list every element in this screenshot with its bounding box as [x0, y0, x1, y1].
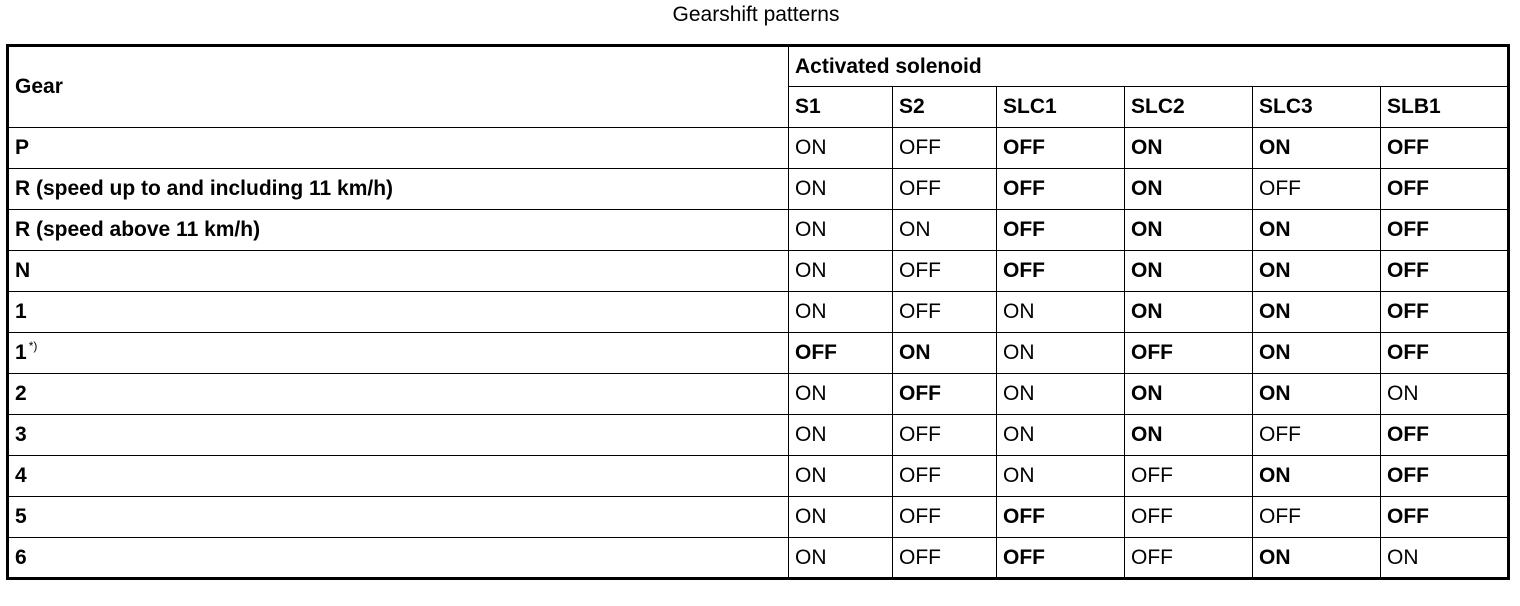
solenoid-state-cell: OFF [1253, 415, 1381, 456]
solenoid-state-cell: ON [789, 456, 893, 497]
solenoid-state-cell: ON [1125, 210, 1253, 251]
solenoid-state-cell: OFF [1125, 538, 1253, 579]
solenoid-state-cell: OFF [1381, 415, 1509, 456]
solenoid-state-cell: ON [1253, 456, 1381, 497]
gear-label: 6 [15, 545, 27, 569]
table-row [8, 497, 1509, 538]
solenoid-state-cell: ON [789, 497, 893, 538]
solenoid-state-cell: OFF [789, 333, 893, 374]
solenoid-state-cell: OFF [893, 374, 997, 415]
solenoid-state-cell: ON [997, 456, 1125, 497]
solenoid-state-cell: ON [1125, 128, 1253, 169]
solenoid-state-cell: ON [1125, 169, 1253, 210]
solenoid-state-cell: OFF [1381, 333, 1509, 374]
solenoid-state-cell: ON [1253, 210, 1381, 251]
table-row [8, 456, 1509, 497]
gear-label: 5 [15, 505, 27, 528]
gear-cell [8, 538, 789, 579]
solenoid-state-cell: OFF [893, 292, 997, 333]
gear-label: 1 [15, 341, 27, 364]
table-body [8, 128, 1509, 579]
solenoid-state-cell: OFF [997, 251, 1125, 292]
table-row [8, 538, 1509, 579]
solenoid-state-cell: ON [997, 374, 1125, 415]
solenoid-state-cell: ON [789, 251, 893, 292]
solenoid-state-cell: ON [1253, 374, 1381, 415]
solenoid-state-cell: ON [789, 538, 893, 579]
table-header [8, 46, 1509, 128]
solenoid-state-cell: OFF [1381, 251, 1509, 292]
gearshift-table [6, 44, 1510, 580]
solenoid-state-cell: OFF [1253, 169, 1381, 210]
solenoid-state-cell: OFF [893, 128, 997, 169]
table-row [8, 415, 1509, 456]
gear-cell [8, 497, 789, 538]
solenoid-state-cell: ON [1125, 251, 1253, 292]
column-header-s1: S1 [789, 87, 893, 128]
solenoid-state-cell: ON [789, 374, 893, 415]
solenoid-state-cell: ON [789, 128, 893, 169]
solenoid-state-cell: OFF [1381, 497, 1509, 538]
gear-cell [8, 415, 789, 456]
column-header-slc2: SLC2 [1125, 87, 1253, 128]
column-header-slc3: SLC3 [1253, 87, 1381, 128]
solenoid-state-cell: OFF [893, 497, 997, 538]
solenoid-state-cell: ON [997, 292, 1125, 333]
solenoid-state-cell: ON [1253, 538, 1381, 579]
gear-label: N [15, 259, 31, 282]
solenoid-state-cell: OFF [1381, 128, 1509, 169]
solenoid-state-cell: ON [1381, 374, 1509, 415]
footnote-marker: *) [28, 339, 38, 353]
solenoid-state-cell: OFF [1381, 169, 1509, 210]
solenoid-state-cell: OFF [893, 415, 997, 456]
solenoid-state-cell: OFF [997, 210, 1125, 251]
table-row [8, 333, 1509, 374]
solenoid-state-cell: OFF [1125, 497, 1253, 538]
solenoid-state-cell: ON [789, 169, 893, 210]
solenoid-state-cell: ON [1125, 374, 1253, 415]
gear-cell [8, 128, 789, 169]
gear-cell [8, 169, 789, 210]
table-row [8, 292, 1509, 333]
column-header-s2: S2 [893, 87, 997, 128]
solenoid-state-cell: OFF [1125, 456, 1253, 497]
table-row [8, 251, 1509, 292]
gear-label: P [15, 136, 30, 159]
gear-label: R (speed up to and including 11 km/h) [15, 177, 394, 200]
gear-cell [8, 210, 789, 251]
solenoid-state-cell: ON [1253, 251, 1381, 292]
solenoid-state-cell: ON [789, 415, 893, 456]
solenoid-state-cell: ON [1125, 415, 1253, 456]
gear-cell [8, 374, 789, 415]
solenoid-state-cell: ON [789, 210, 893, 251]
table-row [8, 374, 1509, 415]
solenoid-state-cell: OFF [997, 128, 1125, 169]
solenoid-state-cell: ON [997, 333, 1125, 374]
column-header-slc1: SLC1 [997, 87, 1125, 128]
solenoid-state-cell: OFF [1253, 497, 1381, 538]
solenoid-state-cell: OFF [997, 538, 1125, 579]
solenoid-state-cell: OFF [893, 251, 997, 292]
solenoid-state-cell: ON [893, 333, 997, 374]
table-row [8, 210, 1509, 251]
gear-column-header: Gear [8, 46, 789, 128]
activated-solenoid-header: Activated solenoid [789, 46, 1509, 87]
solenoid-state-cell: ON [997, 415, 1125, 456]
table-row [8, 169, 1509, 210]
solenoid-state-cell: OFF [893, 538, 997, 579]
solenoid-state-cell: ON [789, 292, 893, 333]
table-row [8, 128, 1509, 169]
solenoid-state-cell: OFF [997, 169, 1125, 210]
solenoid-state-cell: ON [1125, 292, 1253, 333]
solenoid-state-cell: OFF [1381, 210, 1509, 251]
solenoid-state-cell: OFF [1125, 333, 1253, 374]
gear-label: 1 [15, 300, 27, 323]
solenoid-state-cell: ON [1253, 333, 1381, 374]
solenoid-state-cell: ON [1253, 292, 1381, 333]
column-header-slb1: SLB1 [1381, 87, 1509, 128]
solenoid-state-cell: OFF [1381, 456, 1509, 497]
solenoid-state-cell: OFF [1381, 292, 1509, 333]
gear-cell [8, 333, 789, 374]
gear-label: 2 [15, 382, 27, 405]
table-caption: Gearshift patterns [672, 3, 840, 26]
solenoid-state-cell: ON [1381, 538, 1509, 579]
gear-label: 4 [15, 464, 27, 487]
solenoid-state-cell: ON [893, 210, 997, 251]
solenoid-state-cell: OFF [893, 169, 997, 210]
solenoid-state-cell: OFF [893, 456, 997, 497]
solenoid-state-cell: OFF [997, 497, 1125, 538]
solenoid-state-cell: ON [1253, 128, 1381, 169]
gear-cell [8, 292, 789, 333]
gear-label: 3 [15, 423, 27, 446]
gear-cell [8, 456, 789, 497]
gear-label: R (speed above 11 km/h) [15, 218, 261, 241]
gear-cell [8, 251, 789, 292]
